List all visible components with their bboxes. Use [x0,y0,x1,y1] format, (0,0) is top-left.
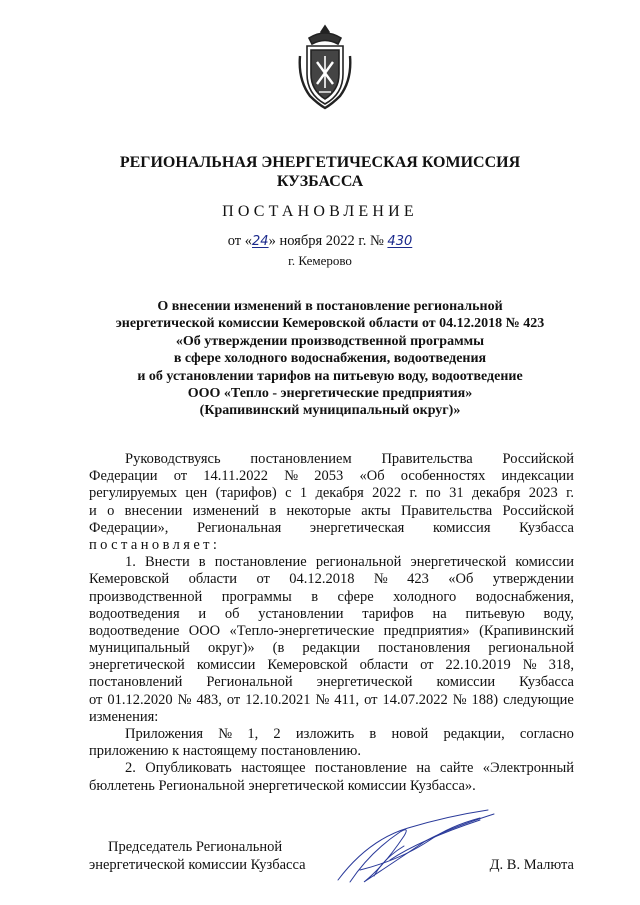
body-line: Руководствуясь постановлением Правительства Российской [125,451,574,467]
title-line: и об установлении тарифов на питьевую воду, водоотведение [137,368,523,384]
body-line: муниципальный округ)» (в редакции постановления региональной [89,640,574,657]
body-line: энергетической комиссии Кемеровской области от 22.10.2019 № 318, [89,657,574,674]
date-number-line [0,233,640,250]
body-line: приложению к настоящему постановлению. [89,743,361,760]
title-line: энергетической комиссии Кемеровской области от 04.12.2018 № 423 [115,316,545,332]
date-prefix: от « [227,233,253,249]
paragraph-item-2 [89,760,574,777]
resolves-word: постановляет: [89,536,221,553]
handwritten-day: 24 [252,234,269,249]
body-line: бюллетень Региональной энергетической комиссии Кузбасса». [89,777,476,794]
resolution-title [60,298,600,420]
body-line: Приложения № 1, 2 изложить в новой редакции, согласно [125,726,574,742]
body-line: водоотведения и об установлении тарифов на питьевую воду, [89,605,574,622]
body-line: регулируемых цен (тарифов) с 1 декабря 2022 г. по 31 декабря 2023 г. [89,485,574,502]
title-line: (Крапивинский муниципальный округ)» [199,403,461,419]
body-line: от 01.12.2020 № 483, от 12.10.2021 № 411, от 14.07.2022 № 188) следующие [89,691,574,708]
title-line: «Об утверждении производственной программы [175,333,485,349]
signatory-name: Д. В. Малюта [489,857,574,873]
coat-of-arms-emblem [297,22,353,112]
resolution-body [89,451,574,795]
signature-block [89,838,574,874]
paragraph-preamble [89,451,574,537]
body-line: 1. Внести в постановление региональной энергетической комиссии [125,554,574,571]
organization-region: КУЗБАССА [276,173,364,190]
body-line: Кемеровской области от 04.12.2018 № 423 «Об утверждении [89,571,574,588]
body-line: изменения: [89,708,159,725]
title-line: О внесении изменений в постановление региональной [157,299,503,314]
body-line: Федерации», Региональная энергетическая комиссия Кузбасса [89,519,574,536]
body-line: и о внесении изменений в некоторые акты Правительства Российской [89,502,574,519]
body-line: постановлений Региональной энергетической комиссии Кузбасса [89,674,574,691]
date-middle: » ноября 2022 г. № [268,233,384,249]
title-line: ООО «Тепло - энергетические предприятия» [187,386,473,402]
signature-row [89,856,574,874]
body-line: водоотведение ООО «Тепло-энергетические предприятия» (Крапивинский [89,622,574,639]
paragraph-item-1 [89,554,574,709]
signatory-position-line2: энергетической комиссии Кузбасса [89,857,306,873]
body-line: производственной программы в сфере холодного водоснабжения, [89,588,574,605]
city-line: г. Кемерово [288,253,352,268]
organization-name: РЕГИОНАЛЬНАЯ ЭНЕРГЕТИЧЕСКАЯ КОМИССИЯ [119,154,521,171]
signatory-position-line1: Председатель Региональной [108,839,283,855]
title-line: в сфере холодного водоснабжения, водоотведения [173,351,487,367]
body-line: Федерации от 14.11.2022 № 2053 «Об особенностях индексации [89,468,574,485]
body-line: 2. Опубликовать настоящее постановление на сайте «Электронный [125,760,574,777]
document-type: ПОСТАНОВЛЕНИЕ [222,203,418,220]
paragraph-appendix [89,726,574,743]
handwritten-number: 430 [387,234,413,249]
